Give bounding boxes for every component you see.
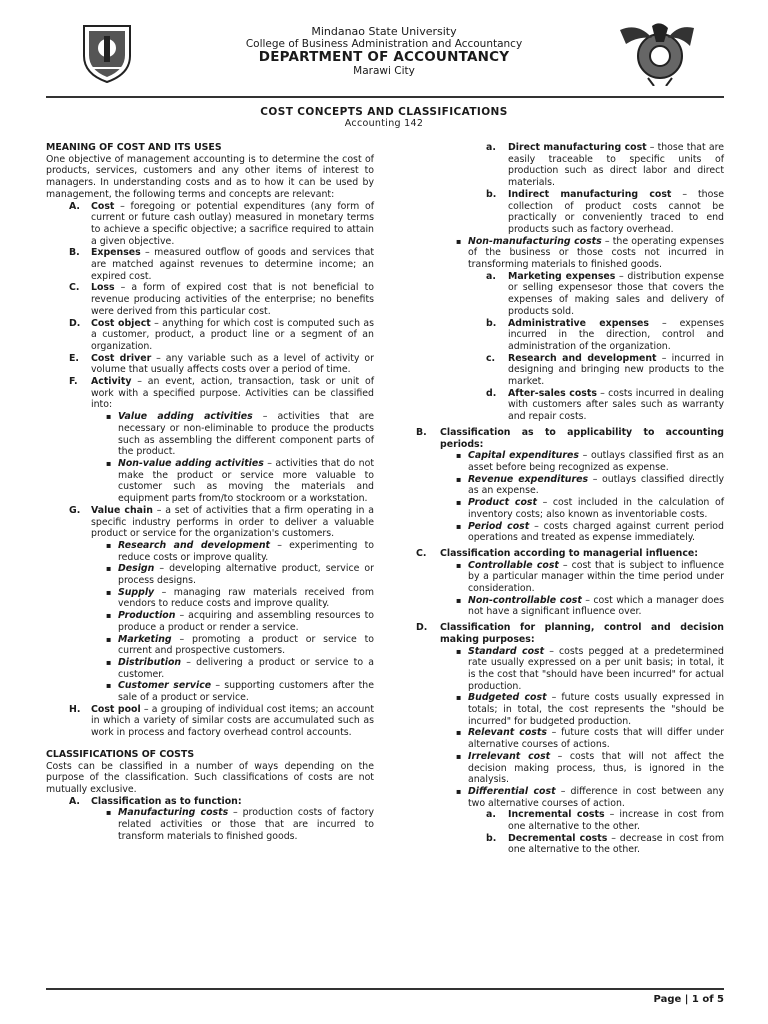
bullet-icon: ▪ xyxy=(456,474,462,484)
list-item: a. Incremental costs – increase in cost from one alternative to the other. xyxy=(486,809,724,833)
bullet-icon: ▪ xyxy=(106,587,112,597)
bullet-icon: ▪ xyxy=(456,236,462,246)
list-item: A. Cost – foregoing or potential expenditures (any form of current or future cash outlay) measured in monetary terms to achieve a specific objective; a sacrifice required to attain a given objective. xyxy=(69,200,374,247)
bullet-icon: ▪ xyxy=(106,657,112,667)
list-item: G. Value chain – a set of activities that a firm operating in a specific industry performs in order to deliver a valuable product or service for the organization's customers. xyxy=(69,504,374,540)
list-item: ▪ Period cost – costs charged against current period operations and treated as expense immediately. xyxy=(456,520,724,544)
right-column xyxy=(414,142,724,856)
bullet-icon: ▪ xyxy=(456,646,462,656)
institution-block xyxy=(180,26,588,77)
department-name: DEPARTMENT OF ACCOUNTANCY xyxy=(258,49,510,65)
header-divider xyxy=(46,96,724,98)
course-code: Accounting 142 xyxy=(344,118,424,129)
list-item: b. Administrative expenses – expenses incurred in the direction, control and administration of the organization. xyxy=(486,317,724,352)
university-name: Mindanao State University xyxy=(311,25,457,38)
list-item: B. Classification as to applicability to accounting periods: xyxy=(416,426,724,450)
list-item: ▪ Controllable cost – cost that is subject to influence by a particular manager within the time period under consideration. xyxy=(456,559,724,595)
bullet-icon: ▪ xyxy=(456,693,462,703)
section-heading: MEANING OF COST AND ITS USES xyxy=(46,142,222,153)
list-item: A. Classification as to function: xyxy=(69,795,242,807)
list-item: C. Loss – a form of expired cost that is not beneficial to revenue producing activities of the enterprise; no benefits were derived from this particular cost. xyxy=(69,282,374,317)
footer-divider xyxy=(46,988,724,990)
list-item: ▪ Differential cost – difference in cost between any two alternative courses of action. xyxy=(456,785,725,809)
list-item: ▪ Non-controllable cost – cost which a manager does not have a significant influence over. xyxy=(456,594,724,618)
list-item: ▪ Capital expenditures – outlays classified first as an asset before being recognized as expense. xyxy=(456,450,724,473)
list-item: a. Marketing expenses – distribution expense or selling expensesor those that covers the expenses of making sales and delivery of products sold. xyxy=(486,270,724,317)
bullet-icon: ▪ xyxy=(456,521,462,531)
list-item: B. Expenses – measured outflow of goods and services that are matched against revenues to determine income; an expired cost. xyxy=(69,247,374,282)
bullet-icon: ▪ xyxy=(106,458,112,468)
bullet-icon: ▪ xyxy=(456,560,462,570)
bullet-icon: ▪ xyxy=(106,412,112,422)
bullet-icon: ▪ xyxy=(106,540,112,550)
list-item: E. Cost driver – any variable such as a level of activity or volume that usually affects costs over a period of time. xyxy=(69,352,374,376)
document-title-block xyxy=(0,106,768,130)
list-item: b. Indirect manufacturing cost – those collection of product costs cannot be practically or conveniently traced to end products such as factory overhead. xyxy=(486,188,725,235)
left-column xyxy=(46,142,374,842)
bullet-icon: ▪ xyxy=(106,564,112,574)
list-item: d. After-sales costs – costs incurred in dealing with customers after sales such as warranty and repair costs. xyxy=(486,387,724,423)
list-item: ▪ Marketing – promoting a product or service to current and prospective customers. xyxy=(106,633,374,657)
bullet-icon: ▪ xyxy=(456,786,462,796)
list-item: ▪ Revenue expenditures – outlays classified directly as an expense. xyxy=(456,473,724,497)
list-item: ▪ Supply – managing raw materials received from vendors to reduce costs and improve quality. xyxy=(106,586,374,610)
university-seal-icon xyxy=(78,22,136,84)
bullet-icon: ▪ xyxy=(456,451,462,461)
list-item: ▪ Research and development – experimenting to reduce costs or improve quality. xyxy=(106,539,375,563)
list-item: ▪ Manufacturing costs – production costs of factory related activities or those that are incurred to transform materials to finished goods. xyxy=(106,807,374,842)
bullet-icon: ▪ xyxy=(106,681,112,691)
bullet-icon: ▪ xyxy=(106,634,112,644)
list-item: ▪ Production – acquiring and assembling resources to produce a product or render a service. xyxy=(106,610,374,633)
bullet-icon: ▪ xyxy=(106,611,112,621)
bullet-icon: ▪ xyxy=(456,498,462,508)
list-item: ▪ Design – developing alternative product, service or process designs. xyxy=(106,563,374,587)
document-header xyxy=(0,20,768,90)
document-title: COST CONCEPTS AND CLASSIFICATIONS xyxy=(260,106,508,118)
list-item: b. Decremental costs – decrease in cost from one alternative to the other. xyxy=(486,832,724,856)
list-item: ▪ Standard cost – costs pegged at a predetermined rate usually expressed on a per unit basis; in total, it is the cost that "should have been incurred" for actual production. xyxy=(456,645,724,692)
bullet-icon: ▪ xyxy=(456,728,462,738)
bullet-icon: ▪ xyxy=(456,751,462,761)
bullet-icon: ▪ xyxy=(456,595,462,605)
list-item: ▪ Customer service – supporting customers after the sale of a product or service. xyxy=(106,680,374,704)
bullet-icon: ▪ xyxy=(106,808,112,818)
list-item: D. Cost object – anything for which cost is computed such as a customer, product, a product line or a segment of an organization. xyxy=(69,317,374,352)
paragraph: Costs can be classified in a number of ways depending on the purpose of the classification. Such classifications of costs are not mutually exclusive. xyxy=(46,760,374,795)
list-item: F. Activity – an event, action, transaction, task or unit of work with a specified purpose. Activities can be classified into: xyxy=(69,376,374,411)
list-item: ▪ Product cost – cost included in the calculation of inventory costs; also known as inventoriable costs. xyxy=(456,497,724,520)
list-item: c. Research and development – incurred in designing and bringing new products to the market. xyxy=(486,352,725,388)
list-item: ▪ Non-manufacturing costs – the operating expenses of the business or those costs not incurred in transforming materials to finished goods. xyxy=(456,235,724,271)
list-item: ▪ Distribution – delivering a product or service to a customer. xyxy=(106,656,374,680)
list-item: ▪ Irrelevant cost – costs that will not affect the decision making process, thus, is ignored in the analysis. xyxy=(456,750,724,786)
list-item: ▪ Relevant costs – future costs that will differ under alternative courses of actions. xyxy=(456,727,724,751)
list-item: ▪ Value adding activities – activities that are necessary or non-eliminable to produce the products such as assembling the different component parts of the product. xyxy=(106,411,374,458)
list-item: ▪ Budgeted cost – future costs usually expressed in totals; in total, the cost represents the "should be incurred" for budgeted production. xyxy=(456,692,725,727)
list-item: ▪ Non-value adding activities – activities that do not make the product or service more valuable to customer such as moving the materials and equipment parts from/to stockroom or a workstation. xyxy=(106,457,374,505)
list-item: a. Direct manufacturing cost – those that are easily traceable to specific units of production such as direct labor and direct materials. xyxy=(486,142,724,189)
list-item: C. Classification according to managerial influence: xyxy=(416,547,698,559)
college-name: College of Business Administration and Accountancy xyxy=(245,38,523,50)
paragraph: One objective of management accounting is to determine the cost of products, services, customers and any other items of interest to managers. In understanding costs and as to how it can be used by management, the following terms and concepts are relevant: xyxy=(46,153,374,200)
list-item: H. Cost pool – a grouping of individual cost items; an account in which a variety of similar costs are accumulated such as work in process and factory overhead control accounts. xyxy=(69,703,374,739)
section-heading: CLASSIFICATIONS OF COSTS xyxy=(46,748,195,760)
city-name: Marawi City xyxy=(353,65,415,77)
list-item: D. Classification for planning, control and decision making purposes: xyxy=(416,622,724,645)
page-number: Page | 1 of 5 xyxy=(653,994,724,1005)
eagle-gear-emblem-icon xyxy=(618,20,696,86)
